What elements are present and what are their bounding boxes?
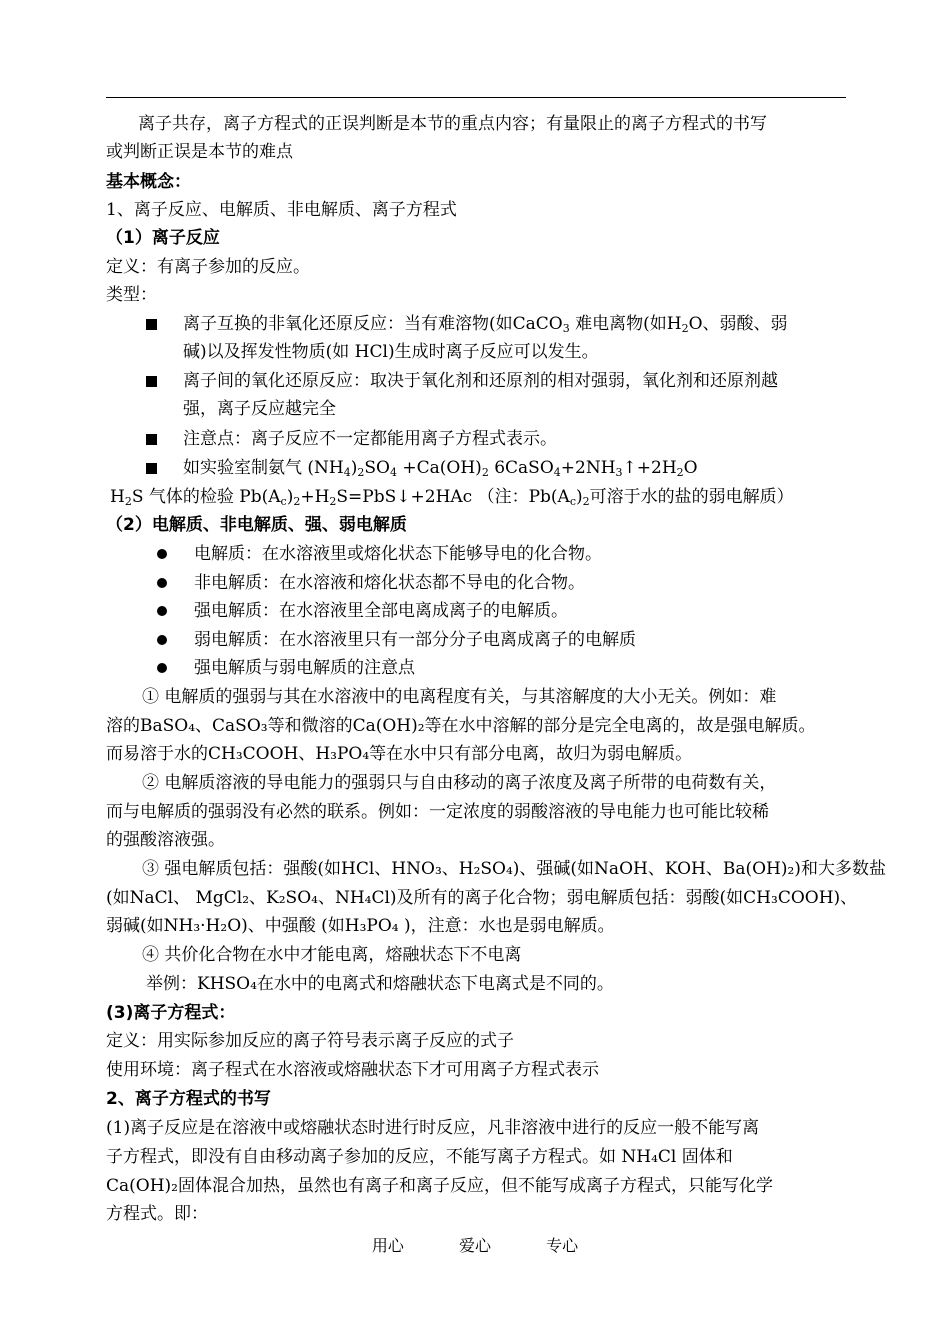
- section-4-line-3: Ca(OH)₂固体混合加热，虽然也有离子和离子反应，但不能写成离子方程式，只能写化学: [106, 1176, 773, 1196]
- footer-text: 专心: [546, 1236, 579, 1255]
- section-3-usage: 使用环境：离子程式在水溶液或熔融状态下才可用离子方程式表示: [106, 1060, 599, 1080]
- note-1-line-2: 溶的BaSO₄、CaSO₃等和微溶的Ca(OH)₂等在水中溶解的部分是完全电离的，故是强电解质。: [106, 716, 816, 736]
- h2s-test-equation: $H_2S$ 气体的检验 $Pb(A_c)_2+H_2S=PbS↓+2HAc$ （注：$Pb(A_c)_2$可溶于水的盐的弱电解质）: [110, 487, 794, 508]
- bullet-1-line-1: 离子互换的非氧化还原反应：当有难溶物(如CaCO$_3$ 难电离物(如$H_2O$、弱酸、弱: [183, 314, 788, 335]
- header-rule: [106, 97, 846, 98]
- section-3-definition: 定义：用实际参加反应的离子符号表示离子反应的式子: [106, 1031, 514, 1051]
- basic-heading: 基本概念：: [106, 172, 191, 192]
- section-4-line-1: (1)离子反应是在溶液中或熔融状态时进行时反应，凡非溶液中进行的反应一般不能写离: [106, 1118, 760, 1138]
- intro-line-1: 离子共存，离子方程式的正误判断是本节的重点内容；有量限止的离子方程式的书写: [138, 114, 767, 134]
- section-1-types-label: 类型：: [106, 285, 157, 305]
- round-bullet-icon: [157, 578, 167, 588]
- bullet-2-line-1: 离子间的氧化还原反应：取决于氧化剂和还原剂的相对强弱，氧化剂和还原剂越: [183, 371, 778, 391]
- section-4-line-4: 方程式。即：: [106, 1204, 208, 1224]
- square-bullet-icon: [146, 376, 157, 387]
- note-1-line-3: 而易溶于水的CH₃COOH、H₃PO₄等在水中只有部分电离，故归为弱电解质。: [106, 744, 693, 764]
- square-bullet-icon: [146, 434, 157, 445]
- bullet-4-ammonia-equation: 如实验室制氨气 $(NH_4)_2SO_4 +Ca(OH)_2$ $6CaSO_4+2NH_3↑+2H_2O$: [183, 458, 698, 479]
- note-3-line-1: ③ 强电解质包括：强酸(如HCl、HNO₃、H₂SO₄)、强碱(如NaOH、KOH、Ba(OH)₂)和大多数盐: [142, 859, 886, 879]
- round-bullet-icon: [157, 549, 167, 559]
- intro-line-2: 或判断正误是本节的难点: [106, 142, 293, 162]
- note-4: ④ 共价化合物在水中才能电离，熔融状态下不电离: [142, 945, 522, 965]
- footer-text: 用心: [371, 1236, 404, 1255]
- item-1: 1、离子反应、电解质、非电解质、离子方程式: [106, 200, 457, 220]
- electrolyte-bullet: 非电解质：在水溶液和熔化状态都不导电的化合物。: [194, 573, 585, 593]
- note-1-line-1: ① 电解质的强弱与其在水溶液中的电离程度有关，与其溶解度的大小无关。例如：难: [142, 687, 777, 707]
- bullet-1-line-2: 碱)以及挥发性物质(如 HCl)生成时离子反应可以发生。: [183, 342, 599, 362]
- section-3-heading: (3)离子方程式：: [106, 1003, 236, 1023]
- round-bullet-icon: [157, 606, 167, 616]
- square-bullet-icon: [146, 463, 157, 474]
- footer-text: 爱心: [458, 1236, 491, 1255]
- bullet-3: 注意点：离子反应不一定都能用离子方程式表示。: [183, 429, 557, 449]
- note-3-line-3: 弱碱(如NH₃·H₂O)、中强酸 (如H₃PO₄ )，注意：水也是弱电解质。: [106, 916, 615, 936]
- note-3-line-2: (如NaCl、 MgCl₂、K₂SO₄、NH₄Cl)及所有的离子化合物；弱电解质包括：弱酸(如CH₃COOH)、: [106, 888, 858, 908]
- electrolyte-bullet: 强电解质：在水溶液里全部电离成离子的电解质。: [194, 601, 568, 621]
- section-1-heading: （1）离子反应: [106, 228, 220, 248]
- note-2-line-1: ② 电解质溶液的导电能力的强弱只与自由移动的离子浓度及离子所带的电荷数有关，: [142, 773, 777, 793]
- electrolyte-bullet: 电解质：在水溶液里或熔化状态下能够导电的化合物。: [194, 544, 602, 564]
- note-2-line-3: 的强酸溶液强。: [106, 830, 225, 850]
- electrolyte-bullet: 弱电解质：在水溶液里只有一部分分子电离成离子的电解质: [194, 630, 636, 650]
- note-2-line-2: 而与电解质的强弱没有必然的联系。例如：一定浓度的弱酸溶液的导电能力也可能比较稀: [106, 802, 769, 822]
- electrolyte-bullet: 强电解质与弱电解质的注意点: [194, 658, 415, 678]
- section-1-definition: 定义：有离子参加的反应。: [106, 257, 310, 277]
- section-4-line-2: 子方程式，即没有自由移动离子参加的反应，不能写离子方程式。如 NH₄Cl 固体和: [106, 1147, 733, 1167]
- round-bullet-icon: [157, 635, 167, 645]
- section-4-heading: 2、离子方程式的书写: [106, 1089, 271, 1109]
- section-2-heading: （2）电解质、非电解质、强、弱电解质: [106, 515, 407, 535]
- example-line: 举例：KHSO₄在水中的电离式和熔融状态下电离式是不同的。: [146, 974, 614, 994]
- square-bullet-icon: [146, 319, 157, 330]
- bullet-2-line-2: 强，离子反应越完全: [183, 399, 336, 419]
- round-bullet-icon: [157, 663, 167, 673]
- page-footer: [0, 1233, 950, 1256]
